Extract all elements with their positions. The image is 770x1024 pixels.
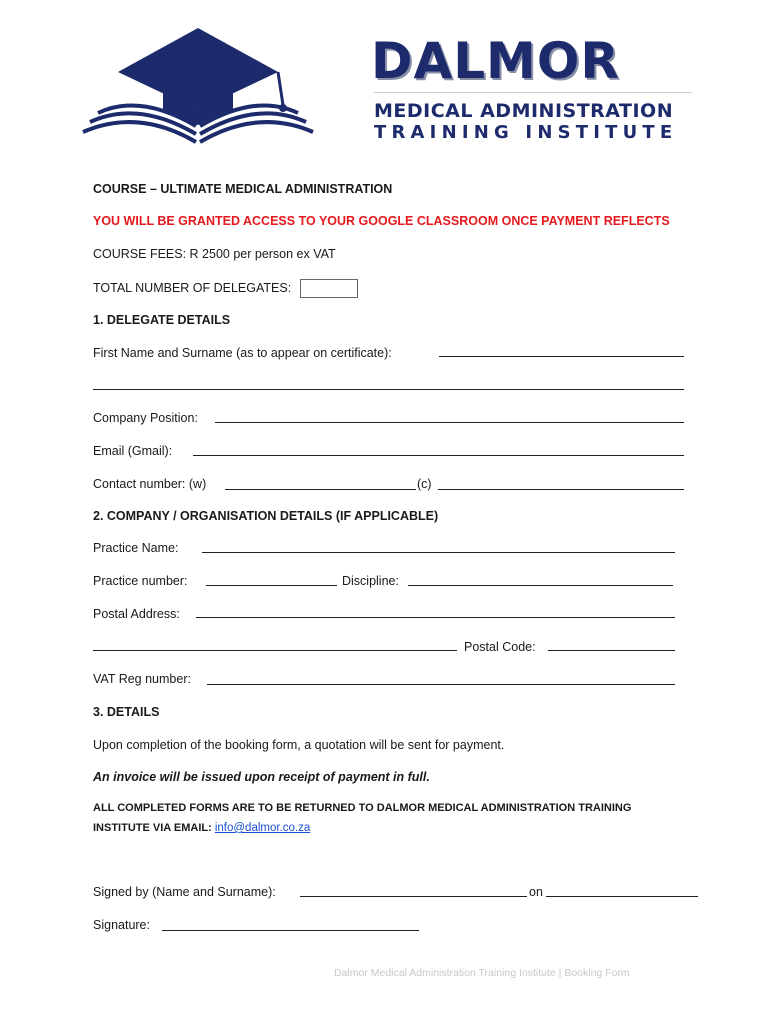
signature-field[interactable] [162, 930, 419, 931]
email-field[interactable] [193, 455, 684, 456]
name-field[interactable] [439, 356, 684, 357]
delegates-label: TOTAL NUMBER OF DELEGATES: [93, 281, 292, 295]
access-notice: YOU WILL BE GRANTED ACCESS TO YOUR GOOGLE CLASSROOM ONCE PAYMENT REFLECTS [93, 214, 670, 228]
return-instructions-text: INSTITUTE VIA EMAIL: [93, 822, 212, 834]
contact-w-field[interactable] [225, 489, 416, 490]
course-fees: COURSE FEES: R 2500 per person ex VAT [93, 247, 336, 261]
logo-divider [374, 92, 692, 93]
contact-w-label: Contact number: (w) [93, 477, 207, 491]
section-2-heading: 2. COMPANY / ORGANISATION DETAILS (IF APPLICABLE) [93, 509, 439, 523]
contact-c-label: (c) [417, 477, 432, 491]
practice-name-field[interactable] [202, 552, 675, 553]
footer-text: Dalmor Medical Administration Training Institute | Booking Form [334, 967, 630, 979]
logo-subtitle-1: MEDICAL ADMINISTRATION [374, 100, 674, 122]
name-label: First Name and Surname (as to appear on certificate): [93, 346, 392, 360]
postal-code-label: Postal Code: [464, 640, 536, 654]
practice-number-label: Practice number: [93, 574, 188, 588]
postal-address-field[interactable] [196, 617, 675, 618]
date-field[interactable] [546, 896, 698, 897]
quotation-text: Upon completion of the booking form, a quotation will be sent for payment. [93, 738, 505, 752]
email-link[interactable]: info@dalmor.co.za [214, 822, 311, 834]
logo-name: DALMOR [371, 32, 620, 90]
return-instructions-line-1: ALL COMPLETED FORMS ARE TO BE RETURNED TO DALMOR MEDICAL ADMINISTRATION TRAINING [93, 802, 632, 814]
signed-by-label: Signed by (Name and Surname): [93, 885, 276, 899]
delegates-input[interactable] [300, 279, 358, 298]
vat-label: VAT Reg number: [93, 672, 191, 686]
discipline-field[interactable] [408, 585, 673, 586]
name-field-continued[interactable] [93, 389, 684, 390]
section-1-heading: 1. DELEGATE DETAILS [93, 313, 231, 327]
signed-by-field[interactable] [300, 896, 527, 897]
logo [78, 20, 698, 155]
return-instructions-line-2 [93, 822, 310, 834]
invoice-text: An invoice will be issued upon receipt of payment in full. [93, 770, 430, 784]
discipline-label: Discipline: [342, 574, 399, 588]
practice-name-label: Practice Name: [93, 541, 179, 555]
email-label: Email (Gmail): [93, 444, 173, 458]
section-3-heading: 3. DETAILS [93, 705, 160, 719]
postal-code-field[interactable] [548, 650, 675, 651]
postal-address-field-continued[interactable] [93, 650, 457, 651]
graduation-cap-books-icon [78, 20, 378, 155]
contact-c-field[interactable] [438, 489, 684, 490]
course-title: COURSE – ULTIMATE MEDICAL ADMINISTRATION [93, 182, 393, 196]
signature-label: Signature: [93, 918, 150, 932]
vat-field[interactable] [207, 684, 675, 685]
position-field[interactable] [215, 422, 684, 423]
practice-number-field[interactable] [206, 585, 337, 586]
postal-address-label: Postal Address: [93, 607, 180, 621]
on-label: on [529, 885, 543, 899]
logo-subtitle-2: TRAINING INSTITUTE [374, 122, 678, 143]
position-label: Company Position: [93, 411, 198, 425]
